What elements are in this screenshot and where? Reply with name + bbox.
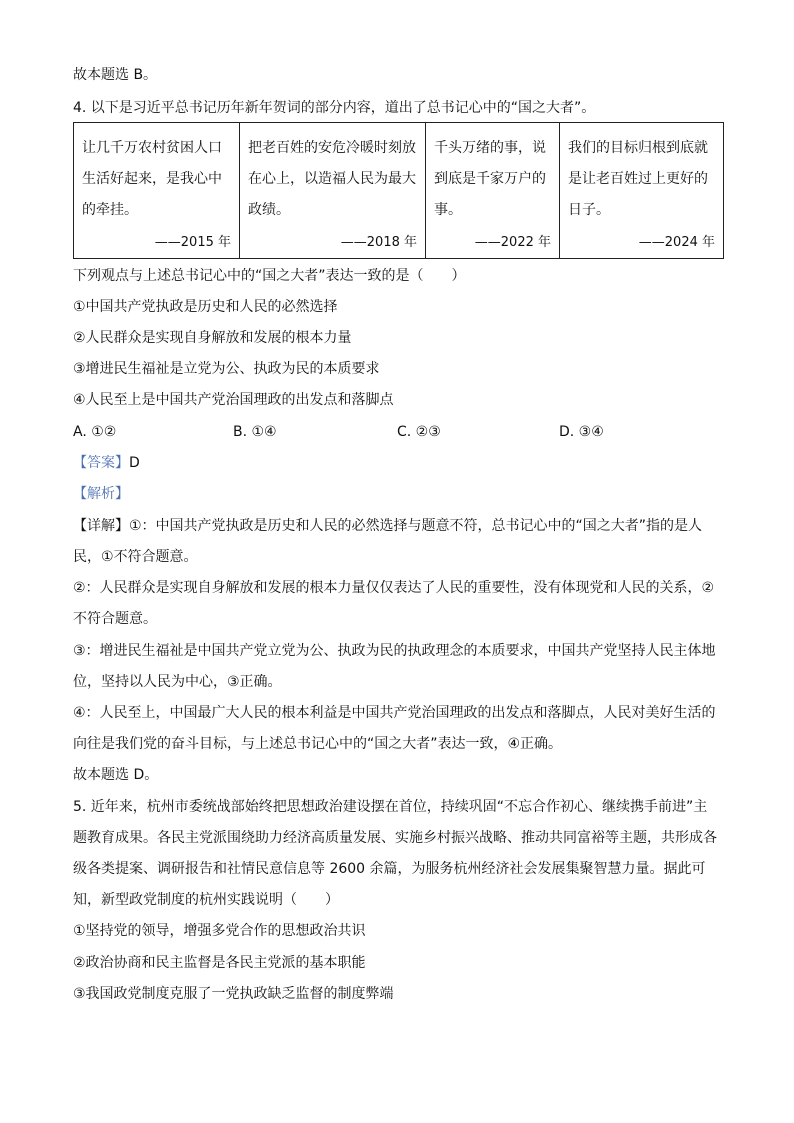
q5-line: 题教育成果。各民主党派围绕助力经济高质量发展、实施乡村振兴战略、推动共同富裕等主题，共形成各: [73, 830, 717, 846]
answer-value: D: [129, 455, 140, 471]
q5-statement: ③我国政党制度克服了一党执政缺乏监督的制度弊端: [73, 986, 394, 1002]
q4-statement: ②人民群众是实现自身解放和发展的根本力量: [73, 330, 352, 346]
q4-statement: ④人民至上是中国共产党治国理政的出发点和落脚点: [73, 392, 394, 408]
q5-line: 级各类提案、调研报告和社情民意信息等 2600 余篇，为服务杭州经济社会发展集聚智慧力量。据此可: [73, 861, 706, 877]
analysis-label: 【解析】: [73, 486, 129, 502]
q4-stem: 4. 以下是习近平总书记历年新年贺词的部分内容，道出了总书记心中的“国之大者”。: [73, 100, 596, 116]
detail-line: ②：人民群众是实现自身解放和发展的根本力量仅仅表达了人民的重要性，没有体现党和人民的关系，②: [73, 580, 715, 596]
q4-conclusion: 故本题选 D。: [73, 767, 159, 783]
detail-line: ③：增进民生福祉是中国共产党立党为公、执政为民的执政理念的本质要求，中国共产党坚持人民主体地: [73, 643, 716, 659]
quote-text: 把老百姓的安危冷暖时刻放在心上，以造福人民为最大政绩。: [248, 140, 416, 218]
q4-statement: ①中国共产党执政是历史和人民的必然选择: [73, 299, 338, 315]
detail-line: 位，坚持以人民为中心，③正确。: [73, 674, 282, 690]
quote-year: ——2022 年: [474, 235, 551, 250]
q4-statement: ③增进民生福祉是立党为公、执政为民的本质要求: [73, 361, 380, 377]
quote-cell: [74, 123, 240, 259]
detail-line: 向往是我们党的奋斗目标，与上述总书记心中的“国之大者”表达一致，④正确。: [73, 736, 563, 752]
q5-line: 5. 近年来，杭州市委统战部始终把思想政治建设摆在首位，持续巩固“不忘合作初心、继续携手前进”主: [73, 799, 708, 815]
option-d: D. ③④: [559, 424, 604, 440]
answer-line: [73, 453, 140, 473]
q5-statement: ①坚持党的领导，增强多党合作的思想政治共识: [73, 923, 366, 939]
detail-line: 【详解】①：中国共产党执政是历史和人民的必然选择与题意不符，总书记心中的“国之大者”指的是人: [73, 518, 703, 534]
quote-text: 千头万绪的事，说到底是千家万户的事。: [434, 140, 546, 218]
quote-cell: [426, 123, 560, 259]
quote-text: 让几千万农村贫困人口生活好起来，是我心中的牵挂。: [82, 140, 222, 218]
quote-year: ——2018 年: [340, 235, 417, 250]
q4-question: 下列观点与上述总书记心中的“国之大者”表达一致的是（ ）: [73, 268, 466, 284]
detail-line: 不符合题意。: [73, 611, 157, 627]
quote-text: 我们的目标归根到底就是让老百姓过上更好的日子。: [568, 140, 708, 218]
option-a: A. ①②: [73, 424, 117, 440]
answer-label: 【答案】: [73, 455, 129, 471]
q5-line: 知，新型政党制度的杭州实践说明（ ）: [73, 892, 339, 908]
q5-statement: ②政治协商和民主监督是各民主党派的基本职能: [73, 955, 366, 971]
quote-cell: [240, 123, 426, 259]
quote-year: ——2015 年: [154, 235, 231, 250]
option-b: B. ①④: [233, 424, 277, 440]
quote-cell: [560, 123, 724, 259]
prev-conclusion: 故本题选 B。: [73, 67, 158, 83]
quotes-table: [73, 122, 724, 259]
detail-line: ④：人民至上，中国最广大人民的根本利益是中国共产党治国理政的出发点和落脚点，人民对美好生活的: [73, 705, 716, 721]
option-c: C. ②③: [397, 424, 441, 440]
detail-line: 民，①不符合题意。: [73, 549, 198, 565]
quote-year: ——2024 年: [638, 235, 715, 250]
